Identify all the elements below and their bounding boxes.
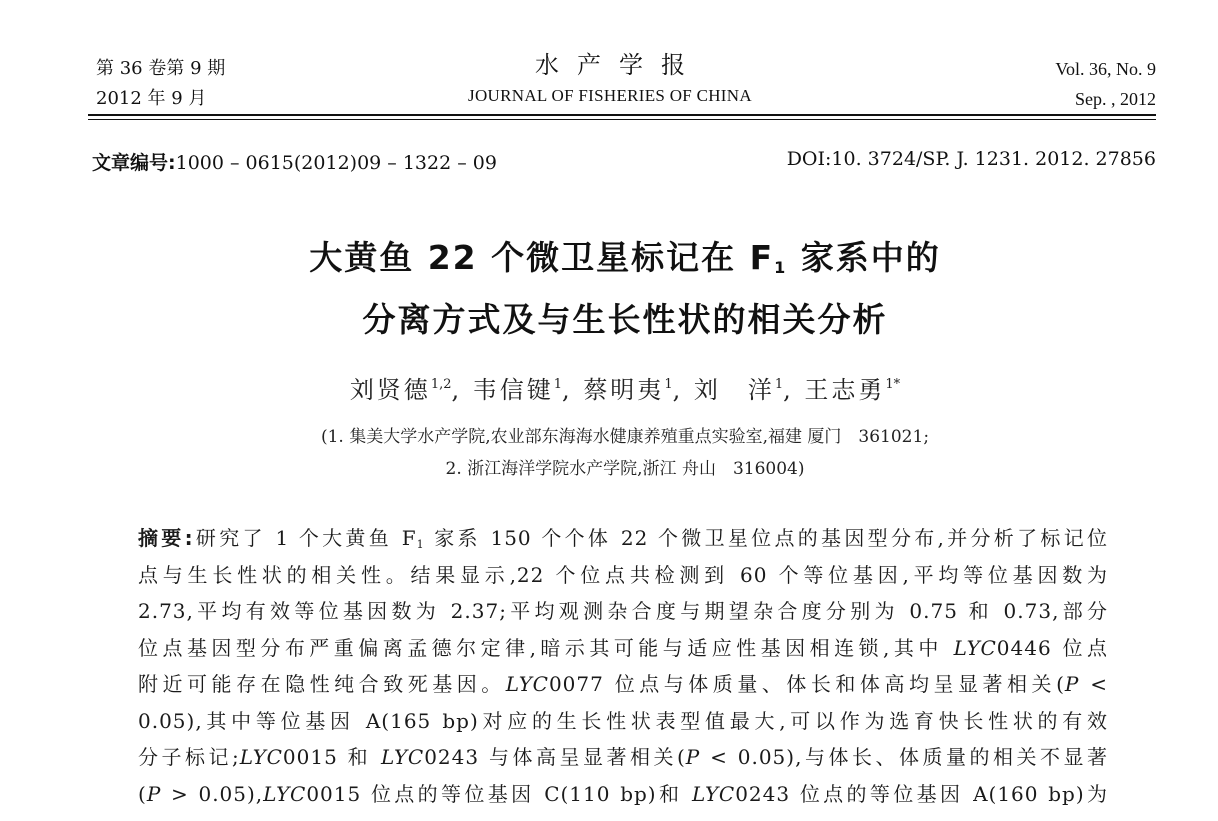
author-list: 刘贤德$^{1,2}$, 韦信键$^1$, 蔡明夷$^1$, 刘 洋$^1$, 王志勇$^{1*}$ [349, 376, 901, 404]
author: 刘贤德$^{1,2}$ [349, 376, 452, 404]
author: 蔡明夷$^1$ [583, 376, 673, 404]
abstract-line: 分子标记;LYC0015 和 LYC0243 与体高呈显著相关(P < 0.05),与体长、体质量的相关不显著 [138, 745, 1108, 769]
date-en: Sep. , 2012 [1075, 89, 1156, 109]
header-rule-thick [88, 114, 1156, 116]
abstract-label: 摘要: [138, 526, 194, 550]
abstract-line: 0.05),其中等位基因 A(165 bp)对应的生长性状表型值最大,可以作为选育快长性状的有效 [138, 708, 1108, 733]
header-center [400, 50, 820, 106]
affiliation-1: (1. 集美大学水产学院,农业部东海海水健康养殖重点实验室,福建 厦门 361021; [320, 427, 930, 447]
article-number [92, 148, 497, 175]
article-meta [92, 148, 1156, 175]
header-right [1055, 54, 1156, 114]
abstract-line: 附近可能存在隐性纯合致死基因。LYC0077 位点与体质量、体长和体高均呈显著相关(P < [138, 672, 1108, 696]
journal-title-en: JOURNAL OF FISHERIES OF CHINA [468, 86, 752, 105]
article-number-label: 文章编号: [92, 152, 176, 174]
author: 王志勇$^{1*}$ [804, 376, 901, 404]
abstract-line: 位点基因型分布严重偏离孟德尔定律,暗示其可能与适应性基因相连锁,其中 LYC0446 位点 [138, 635, 1108, 660]
abstract-line: 点与生长性状的相关性。结果显示,22 个位点共检测到 60 个等位基因,平均等位基因数为 [138, 562, 1108, 587]
abstract-line: 摘要:研究了 1 个大黄鱼 $F_1$ 家系 150 个个体 22 个微卫星位点的基因型分布,并分析了标记位 [138, 526, 1108, 551]
article-number-value: 1000 – 0615(2012)09 – 1322 – 09 [175, 152, 497, 174]
date-cn: 2012 年 9 月 [96, 88, 207, 109]
abstract-line: (P > 0.05),LYC0015 位点的等位基因 C(110 bp)和 LYC0243 位点的等位基因 A(160 bp)为 [138, 781, 1108, 806]
journal-title-cn: 水产学报 [535, 51, 703, 79]
author: 刘 洋$^1$ [693, 376, 784, 404]
title-line-2: 分离方式及与生长性状的相关分析 [362, 300, 888, 339]
volume-en: Vol. 36, No. 9 [1055, 59, 1156, 79]
affiliation-2: 2. 浙江海洋学院水产学院,浙江 舟山 316004) [445, 459, 805, 479]
article-title [200, 232, 1050, 346]
author: 韦信键$^1$ [472, 376, 563, 404]
header-left [96, 54, 225, 114]
header-rule-thin [88, 119, 1156, 120]
title-line-1: 大黄鱼 22 个微卫星标记在 $F_1$ 家系中的 [309, 238, 941, 277]
abstract-line: 2.73,平均有效等位基因数为 2.37;平均观测杂合度与期望杂合度分别为 0.75 和 0.73,部分 [138, 599, 1108, 623]
abstract [138, 520, 1108, 812]
doi: DOI:10. 3724/SP. J. 1231. 2012. 27856 [786, 148, 1156, 170]
volume-cn: 第 36 卷第 9 期 [96, 58, 226, 79]
